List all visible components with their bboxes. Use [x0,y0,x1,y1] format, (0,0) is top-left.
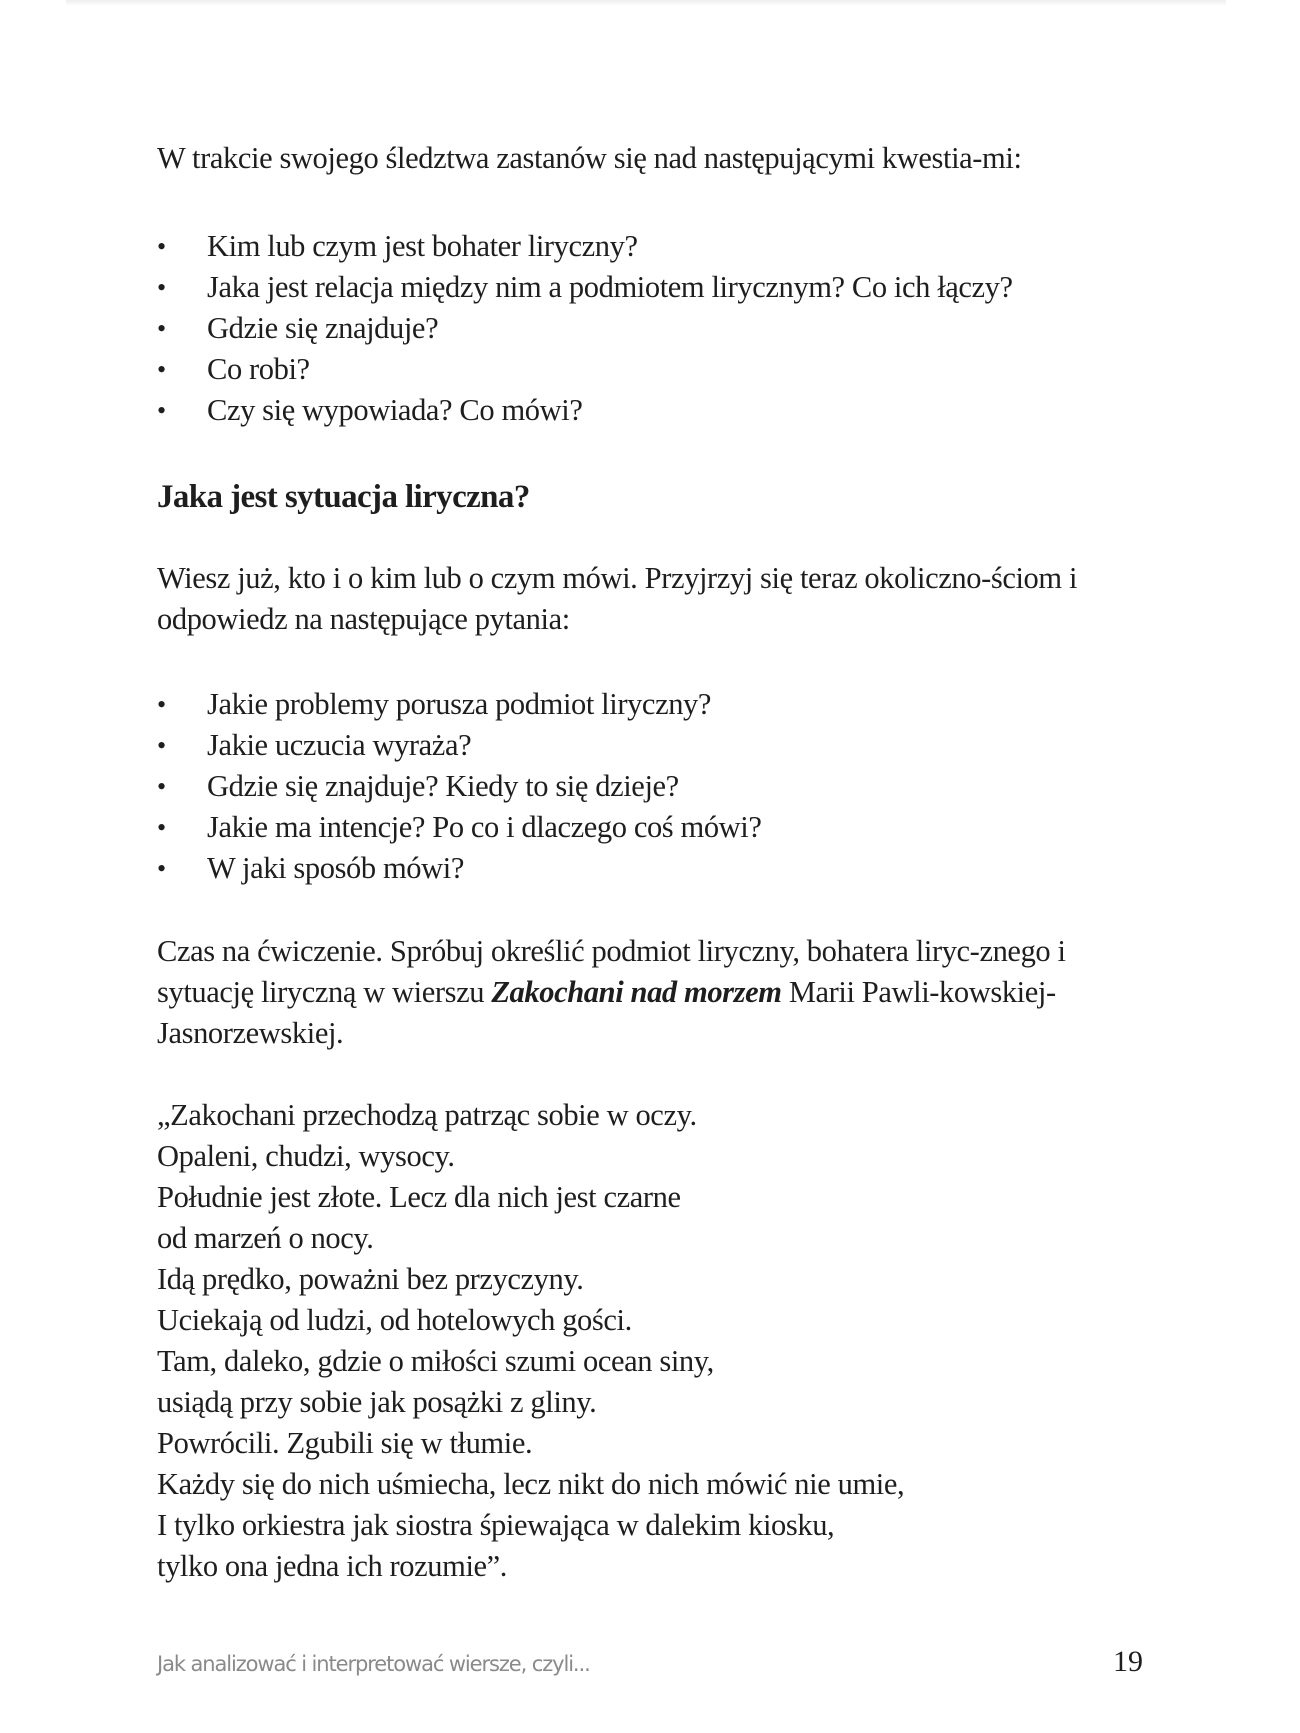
intro-paragraph-1 [157,138,1137,179]
poem-line: usiądą przy sobie jak posążki z gliny. [157,1385,597,1419]
poem-line: I tylko orkiestra jak siostra śpiewająca w dalekim kiosku, [157,1508,835,1542]
book-page [157,138,1137,1587]
poem-block [157,1095,1137,1587]
list-item [157,725,1137,766]
poem-line: Południe jest złote. Lecz dla nich jest czarne [157,1180,681,1214]
running-footer-title: Jak analizować i interpretować wiersze, czyli... [157,1652,590,1676]
poem-line: „Zakochani przechodzą patrząc sobie w oczy. [157,1098,697,1132]
question-list-situation [157,684,1137,889]
list-item [157,390,1137,431]
exercise-text-before: Czas na ćwiczenie. Spróbuj określić podmiot liryczny, bohatera liryc-znego i sytuację liryczną w wierszu [157,934,1066,1009]
list-item-text: Jakie ma intencje? Po co i dlaczego coś mówi? [207,810,762,844]
intro-paragraph-2 [157,558,1137,640]
question-list-hero [157,226,1137,431]
list-item-text: Jaka jest relacja między nim a podmiotem lirycznym? Co ich łączy? [207,270,1013,304]
list-item [157,267,1137,308]
bullet-icon: • [157,273,166,302]
list-item [157,766,1137,807]
bullet-icon: • [157,355,166,384]
page-top-edge [66,0,1226,6]
list-item-text: Jakie uczucia wyraża? [207,728,472,762]
poem-line: Tam, daleko, gdzie o miłości szumi ocean siny, [157,1344,714,1378]
section-heading: Jaka jest sytuacja liryczna? [157,479,530,515]
intro-text-2: Wiesz już, kto i o kim lub o czym mówi. Przyjrzyj się teraz okoliczno-ściom i odpowiedz na następujące pytania: [157,561,1078,636]
list-item [157,349,1137,390]
bullet-icon: • [157,813,166,842]
list-item-text: Czy się wypowiada? Co mówi? [207,393,583,427]
exercise-text-after: Marii Pawli-kowskiej-Jasnorzewskiej. [157,975,1056,1050]
list-item-text: Gdzie się znajduje? [207,311,439,345]
list-item [157,807,1137,848]
bullet-icon: • [157,232,166,261]
bullet-icon: • [157,772,166,801]
poem-line: Uciekają od ludzi, od hotelowych gości. [157,1303,632,1337]
list-item-text: Gdzie się znajduje? Kiedy to się dzieje? [207,769,679,803]
list-item-text: Co robi? [207,352,310,386]
poem-line: tylko ona jedna ich rozumie”. [157,1549,508,1583]
page-number: 19 [1113,1645,1143,1678]
poem-line: Powrócili. Zgubili się w tłumie. [157,1426,533,1460]
list-item [157,848,1137,889]
exercise-paragraph [157,931,1137,1054]
bullet-icon: • [157,314,166,343]
bullet-icon: • [157,396,166,425]
list-item-text: Kim lub czym jest bohater liryczny? [207,229,638,263]
poem-line: od marzeń o nocy. [157,1221,374,1255]
poem-line: Każdy się do nich uśmiecha, lecz nikt do nich mówić nie umie, [157,1467,905,1501]
bullet-icon: • [157,690,166,719]
poem-line: Idą prędko, poważni bez przyczyny. [157,1262,584,1296]
list-item [157,226,1137,267]
intro-text-1: W trakcie swojego śledztwa zastanów się nad następującymi kwestia-mi: [157,141,1022,175]
list-item [157,308,1137,349]
list-item [157,684,1137,725]
poem-title: Zakochani nad morzem [491,975,782,1009]
bullet-icon: • [157,854,166,883]
list-item-text: Jakie problemy porusza podmiot liryczny? [207,687,712,721]
list-item-text: W jaki sposób mówi? [207,851,464,885]
poem-line: Opaleni, chudzi, wysocy. [157,1139,455,1173]
bullet-icon: • [157,731,166,760]
